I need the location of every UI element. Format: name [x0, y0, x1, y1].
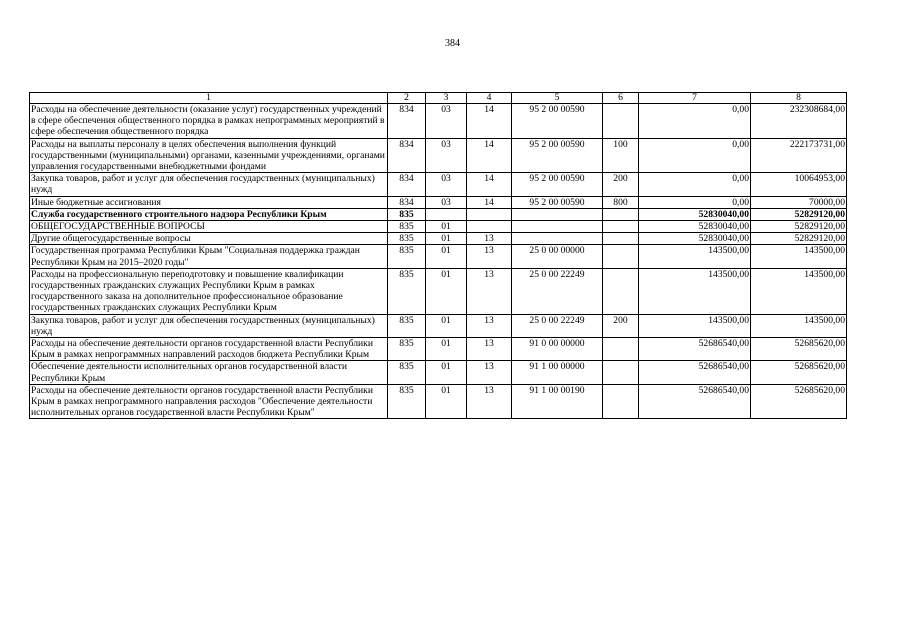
cell-amount-2: 143500,00	[751, 245, 847, 268]
cell-section: 03	[426, 173, 467, 196]
cell-expense-type: 200	[603, 314, 639, 337]
cell-amount-2: 52829120,00	[751, 233, 847, 245]
cell-subsection: 14	[467, 196, 512, 208]
cell-section: 01	[426, 361, 467, 384]
cell-description: Служба государственного строительного надзора Республики Крым	[30, 208, 388, 220]
header-cell: 3	[426, 93, 467, 104]
cell-amount-1: 52686540,00	[639, 361, 751, 384]
cell-section: 01	[426, 245, 467, 268]
table-row	[30, 384, 847, 419]
cell-subsection: 13	[467, 268, 512, 314]
cell-subsection: 13	[467, 245, 512, 268]
cell-expense-type: 100	[603, 138, 639, 173]
cell-ministry-code: 835	[388, 208, 426, 220]
cell-amount-1: 143500,00	[639, 268, 751, 314]
cell-subsection: 14	[467, 138, 512, 173]
cell-section: 01	[426, 338, 467, 361]
cell-description: Государственная программа Республики Крым "Социальная поддержка граждан Республики Крым на 2015–2020 годы"	[30, 245, 388, 268]
cell-section: 01	[426, 221, 467, 233]
cell-target-article: 95 2 00 00590	[512, 104, 603, 139]
cell-expense-type: 800	[603, 196, 639, 208]
cell-target-article: 25 0 00 22249	[512, 268, 603, 314]
cell-target-article: 95 2 00 00590	[512, 196, 603, 208]
cell-target-article: 91 0 00 00000	[512, 338, 603, 361]
table-row	[30, 268, 847, 314]
cell-ministry-code: 834	[388, 104, 426, 139]
cell-subsection: 14	[467, 173, 512, 196]
page-number: 384	[445, 38, 460, 49]
cell-amount-2: 52685620,00	[751, 338, 847, 361]
cell-expense-type	[603, 104, 639, 139]
cell-description: Иные бюджетные ассигнования	[30, 196, 388, 208]
cell-target-article: 91 1 00 00000	[512, 361, 603, 384]
cell-description: Закупка товаров, работ и услуг для обеспечения государственных (муниципальных) нужд	[30, 314, 388, 337]
cell-target-article: 25 0 00 22249	[512, 314, 603, 337]
cell-amount-2: 143500,00	[751, 268, 847, 314]
cell-subsection: 13	[467, 338, 512, 361]
cell-expense-type	[603, 208, 639, 220]
cell-amount-2: 10064953,00	[751, 173, 847, 196]
cell-target-article: 95 2 00 00590	[512, 173, 603, 196]
table-row	[30, 208, 847, 220]
cell-amount-1: 52686540,00	[639, 384, 751, 419]
cell-amount-2: 222173731,00	[751, 138, 847, 173]
cell-subsection	[467, 221, 512, 233]
cell-description: Закупка товаров, работ и услуг для обеспечения государственных (муниципальных) нужд	[30, 173, 388, 196]
cell-ministry-code: 834	[388, 196, 426, 208]
cell-ministry-code: 835	[388, 361, 426, 384]
table-row	[30, 314, 847, 337]
cell-amount-1: 143500,00	[639, 314, 751, 337]
cell-section: 01	[426, 314, 467, 337]
header-cell: 1	[30, 93, 388, 104]
table-row	[30, 338, 847, 361]
header-row	[30, 93, 847, 104]
cell-amount-1: 52830040,00	[639, 233, 751, 245]
cell-section: 01	[426, 268, 467, 314]
table-row	[30, 196, 847, 208]
cell-subsection: 14	[467, 104, 512, 139]
header-cell: 6	[603, 93, 639, 104]
cell-ministry-code: 835	[388, 268, 426, 314]
header-cell: 8	[751, 93, 847, 104]
cell-ministry-code: 835	[388, 384, 426, 419]
cell-ministry-code: 835	[388, 314, 426, 337]
cell-section: 03	[426, 104, 467, 139]
cell-amount-1: 0,00	[639, 196, 751, 208]
cell-section	[426, 208, 467, 220]
cell-target-article	[512, 221, 603, 233]
cell-subsection: 13	[467, 384, 512, 419]
cell-amount-1: 0,00	[639, 138, 751, 173]
cell-ministry-code: 835	[388, 245, 426, 268]
cell-ministry-code: 835	[388, 338, 426, 361]
header-cell: 4	[467, 93, 512, 104]
cell-amount-2: 52829120,00	[751, 208, 847, 220]
cell-description: Расходы на обеспечение деятельности органов государственной власти Республики Крым в рамках непрограммного направления расходов "Обеспечение деятельности исполнительных органов государственной власти Республики Крым"	[30, 384, 388, 419]
cell-amount-2: 143500,00	[751, 314, 847, 337]
header-cell: 5	[512, 93, 603, 104]
cell-amount-1: 52686540,00	[639, 338, 751, 361]
cell-ministry-code: 835	[388, 221, 426, 233]
cell-section: 01	[426, 233, 467, 245]
cell-subsection: 13	[467, 314, 512, 337]
cell-subsection: 13	[467, 361, 512, 384]
cell-expense-type: 200	[603, 173, 639, 196]
cell-amount-1: 143500,00	[639, 245, 751, 268]
cell-amount-2: 52829120,00	[751, 221, 847, 233]
cell-amount-1: 0,00	[639, 104, 751, 139]
cell-description: ОБЩЕГОСУДАРСТВЕННЫЕ ВОПРОСЫ	[30, 221, 388, 233]
cell-amount-2: 52685620,00	[751, 384, 847, 419]
cell-description: Расходы на обеспечение деятельности (оказание услуг) государственных учреждений в сфере обеспечения общественного порядка в рамках непрограммных мероприятий в сфере обеспечения общественного порядка	[30, 104, 388, 139]
cell-expense-type	[603, 361, 639, 384]
cell-expense-type	[603, 338, 639, 361]
cell-ministry-code: 835	[388, 233, 426, 245]
budget-table	[29, 92, 847, 419]
cell-expense-type	[603, 233, 639, 245]
table-row	[30, 173, 847, 196]
cell-target-article	[512, 208, 603, 220]
cell-target-article: 91 1 00 00190	[512, 384, 603, 419]
cell-amount-2: 70000,00	[751, 196, 847, 208]
header-cell: 2	[388, 93, 426, 104]
cell-target-article: 95 2 00 00590	[512, 138, 603, 173]
cell-expense-type	[603, 384, 639, 419]
cell-expense-type	[603, 221, 639, 233]
cell-description: Расходы на профессиональную переподготовку и повышение квалификации государственных гражданских служащих Республики Крым в рамках государственного заказа на дополнительное профессиональное образование государственных гражданских служащих Республики Крым	[30, 268, 388, 314]
cell-ministry-code: 834	[388, 138, 426, 173]
cell-section: 03	[426, 138, 467, 173]
cell-amount-1: 52830040,00	[639, 208, 751, 220]
cell-amount-1: 52830040,00	[639, 221, 751, 233]
header-cell: 7	[639, 93, 751, 104]
cell-target-article: 25 0 00 00000	[512, 245, 603, 268]
cell-amount-1: 0,00	[639, 173, 751, 196]
table-row	[30, 233, 847, 245]
table-row	[30, 104, 847, 139]
cell-amount-2: 232308684,00	[751, 104, 847, 139]
cell-description: Расходы на обеспечение деятельности органов государственной власти Республики Крым в рамках непрограммных направлений расходов бюджета Республики Крым	[30, 338, 388, 361]
cell-section: 03	[426, 196, 467, 208]
cell-description: Обеспечение деятельности исполнительных органов государственной власти Республики Крым	[30, 361, 388, 384]
cell-subsection: 13	[467, 233, 512, 245]
cell-ministry-code: 834	[388, 173, 426, 196]
table-row	[30, 221, 847, 233]
cell-target-article	[512, 233, 603, 245]
cell-expense-type	[603, 268, 639, 314]
table-row	[30, 245, 847, 268]
cell-description: Расходы на выплаты персоналу в целях обеспечения выполнения функций государственными (муниципальными) органами, казенными учреждениями, органами управления государственными внебюджетными фондами	[30, 138, 388, 173]
cell-amount-2: 52685620,00	[751, 361, 847, 384]
cell-expense-type	[603, 245, 639, 268]
table-row	[30, 361, 847, 384]
cell-section: 01	[426, 384, 467, 419]
cell-subsection	[467, 208, 512, 220]
cell-description: Другие общегосударственные вопросы	[30, 233, 388, 245]
table-row	[30, 138, 847, 173]
